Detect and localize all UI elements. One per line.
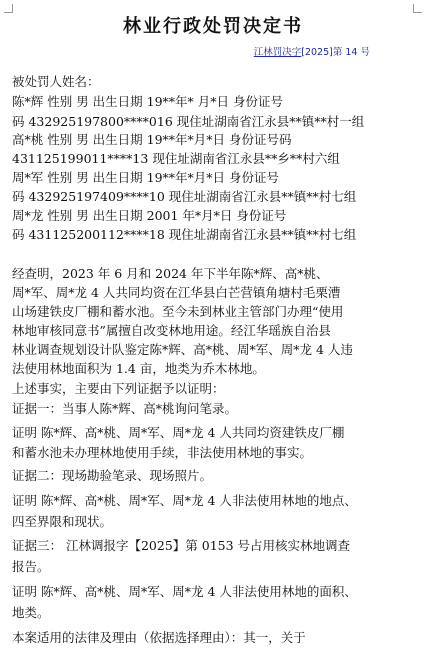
body-line: 地类。	[12, 605, 50, 620]
body-line: 法使用林地面积为 1.4 亩，地类为乔木林地。	[12, 361, 265, 376]
body-line: 报告。	[12, 559, 50, 574]
body-line: 林业调查规划设计队鉴定陈*辉、高*桃、周*军、周*龙 4 人违	[12, 342, 353, 357]
document-title: 林业行政处罚决定书	[123, 16, 303, 37]
body-line: 林地审核同意书”属擅自改变林地用途。经江华瑶族自治县	[12, 323, 331, 338]
body-line: 周*龙 性别 男 出生日期 2001 年*月*日 身份证号	[12, 208, 287, 223]
body-line: 码 432925197409****10 现住址湖南省江永县**镇**村七组	[12, 189, 357, 204]
doc-number-prefix: 江林罚决字	[253, 47, 302, 58]
body-line: 陈*辉 性别 男 出生日期 19**年* 月*日 身份证号	[12, 94, 283, 109]
body-line: 证据一：当事人陈*辉、高*桃询问笔录。	[12, 401, 238, 416]
body-line: 四至界限和现状。	[12, 514, 113, 529]
body-line: 高*桃 性别 男 出生日期 19**年*月*日 身份证号码	[12, 132, 292, 147]
body-line: 码 432925197800****016 现住址湖南省江永县**镇**村一组	[12, 114, 365, 129]
document-number	[254, 44, 370, 58]
body-line: 周*军 性别 男 出生日期 19**年*月*日 身份证号	[12, 170, 280, 185]
body-line: 证据二：现场勘验笔录、现场照片。	[12, 468, 213, 483]
doc-number-year: [2025]	[301, 47, 333, 58]
body-line: 山场建铁皮厂棚和蓄水池。至今未到林业主管部门办理“使用	[12, 304, 344, 319]
body-line: 证明 陈*辉、高*桃、周*军、周*龙 4 人非法使用林地的面积、	[12, 584, 357, 599]
body-line: 经查明，2023 年 6 月和 2024 年下半年陈*辉、高*桃、	[12, 266, 329, 281]
body-line: 431125199011****13 现住址湖南省江永县**乡**村六组	[12, 151, 340, 166]
body-line: 证据三： 江林调报字【2025】第 0153 号占用核实林地调查	[12, 538, 351, 553]
body-line: 和蓄水池未办理林地使用手续，非法使用林地的事实。	[12, 445, 313, 460]
body-line: 证明 陈*辉、高*桃、周*军、周*龙 4 人共同均资建铁皮厂棚	[12, 425, 345, 440]
body-line: 被处罚人姓名：	[12, 74, 100, 89]
body-line: 上述事实，主要由下列证据予以证明：	[12, 381, 225, 396]
body-line: 码 431125200112****18 现住址湖南省江永县**镇**村七组	[12, 227, 357, 242]
body-line: 证明 陈*辉、高*桃、周*军、周*龙 4 人非法使用林地的地点、	[12, 493, 357, 508]
body-line: 周*军、周*龙 4 人共同均资在江华县白芒营镇角塘村毛栗漕	[12, 285, 341, 300]
doc-number-suffix: 第 14 号	[332, 47, 370, 58]
body-line: 本案适用的法律及理由（依据选择理由）：其一，关于	[12, 630, 306, 645]
